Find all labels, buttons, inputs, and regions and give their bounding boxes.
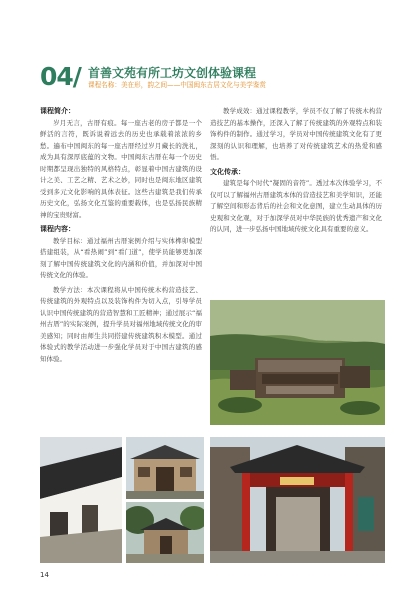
intro-paragraph: 岁月无言，古厝有痕。每一座古老的房子都是一个鲜活的言符，既诉说着远去的历史也承载着浓浓的乡愁。遍布中国闽东的每一座古厝经过岁月藏长的洗礼，成为具有深厚底蕴的文物。中国闽东古厝在每一个历史时期都呈现出独特的风格特点，彰显着中国古建筑的设计之美、工艺之精、艺术之妙，同时也是闽东地区建筑受到多元文化影响的具体表征。这些古建筑是我们传承历史文化，弘扬文化互鉴的重要载体，也是弘扬民族精神的宝贵财富。 xyxy=(40,118,202,219)
intro-heading: 课程简介： xyxy=(40,107,75,115)
right-column xyxy=(210,106,382,239)
hall-facade-photo xyxy=(126,437,204,499)
article-subtitle: 课程名称：美在形，韵之间——中国闽东古居文化与美学鉴赏 xyxy=(88,81,267,89)
article-title: 首善文苑有所工坊文创体验课程 xyxy=(88,66,257,80)
content-paragraph-methods: 教学方法：本次课程将从中国传统木构营造技艺、传统建筑的外观特点以及装饰构件为切入点，引导学员认识中国传统建筑的营造智慧和工匠精神；通过展示“福州古厝”的实际案例，提升学员对福州地域传统文化的审美感知；同时由师生共同搭建传统建筑积木模型。通过体验式的教学活动进一步强化学员对于中国古建筑的感知体验。 xyxy=(40,285,202,363)
left-column xyxy=(40,106,202,368)
red-gate-photo xyxy=(210,437,385,563)
page-number: 14 xyxy=(40,571,49,579)
eave-architecture-photo xyxy=(40,437,122,563)
article-header xyxy=(40,62,400,96)
content-paragraph-goals: 教学目标：通过福州古厝案例介绍与实体榫卯模型搭建组装，从“看热闹”到“看门道”，使学员能够更加深刻了解中国传统建筑文化的内涵和价值，并加深对中国传统文化的体验。 xyxy=(40,236,202,279)
heritage-paragraph: 建筑是每个时代“凝固的音符”。透过本次体验学习，不仅可以了解福州古厝建筑本体的营造技艺和美学知识，还能了解空间和形态背后的社会和文化意图，建立生动具体的历史观和文化观，对于加深学员对中华民族的优秀遗产和文化的认同，进一步弘扬中国地域传统文化具有重要的意义。 xyxy=(210,179,382,233)
section-number: 04/ xyxy=(40,62,81,91)
content-heading: 课程内容： xyxy=(40,225,75,233)
old-dwelling-photo xyxy=(126,502,204,563)
outcome-paragraph: 教学成效：通过课程教学，学员不仅了解了传统木构营造技艺的基本操作，还深入了解了传统建筑的外观特点和装饰构件的制作。通过学习，学员对中国传统建筑文化有了更深刻的认识和理解，也培养了对传统建筑艺术的热爱和感悟。 xyxy=(210,107,382,161)
aerial-village-photo xyxy=(210,300,385,425)
heritage-heading: 文化传承： xyxy=(210,167,245,176)
